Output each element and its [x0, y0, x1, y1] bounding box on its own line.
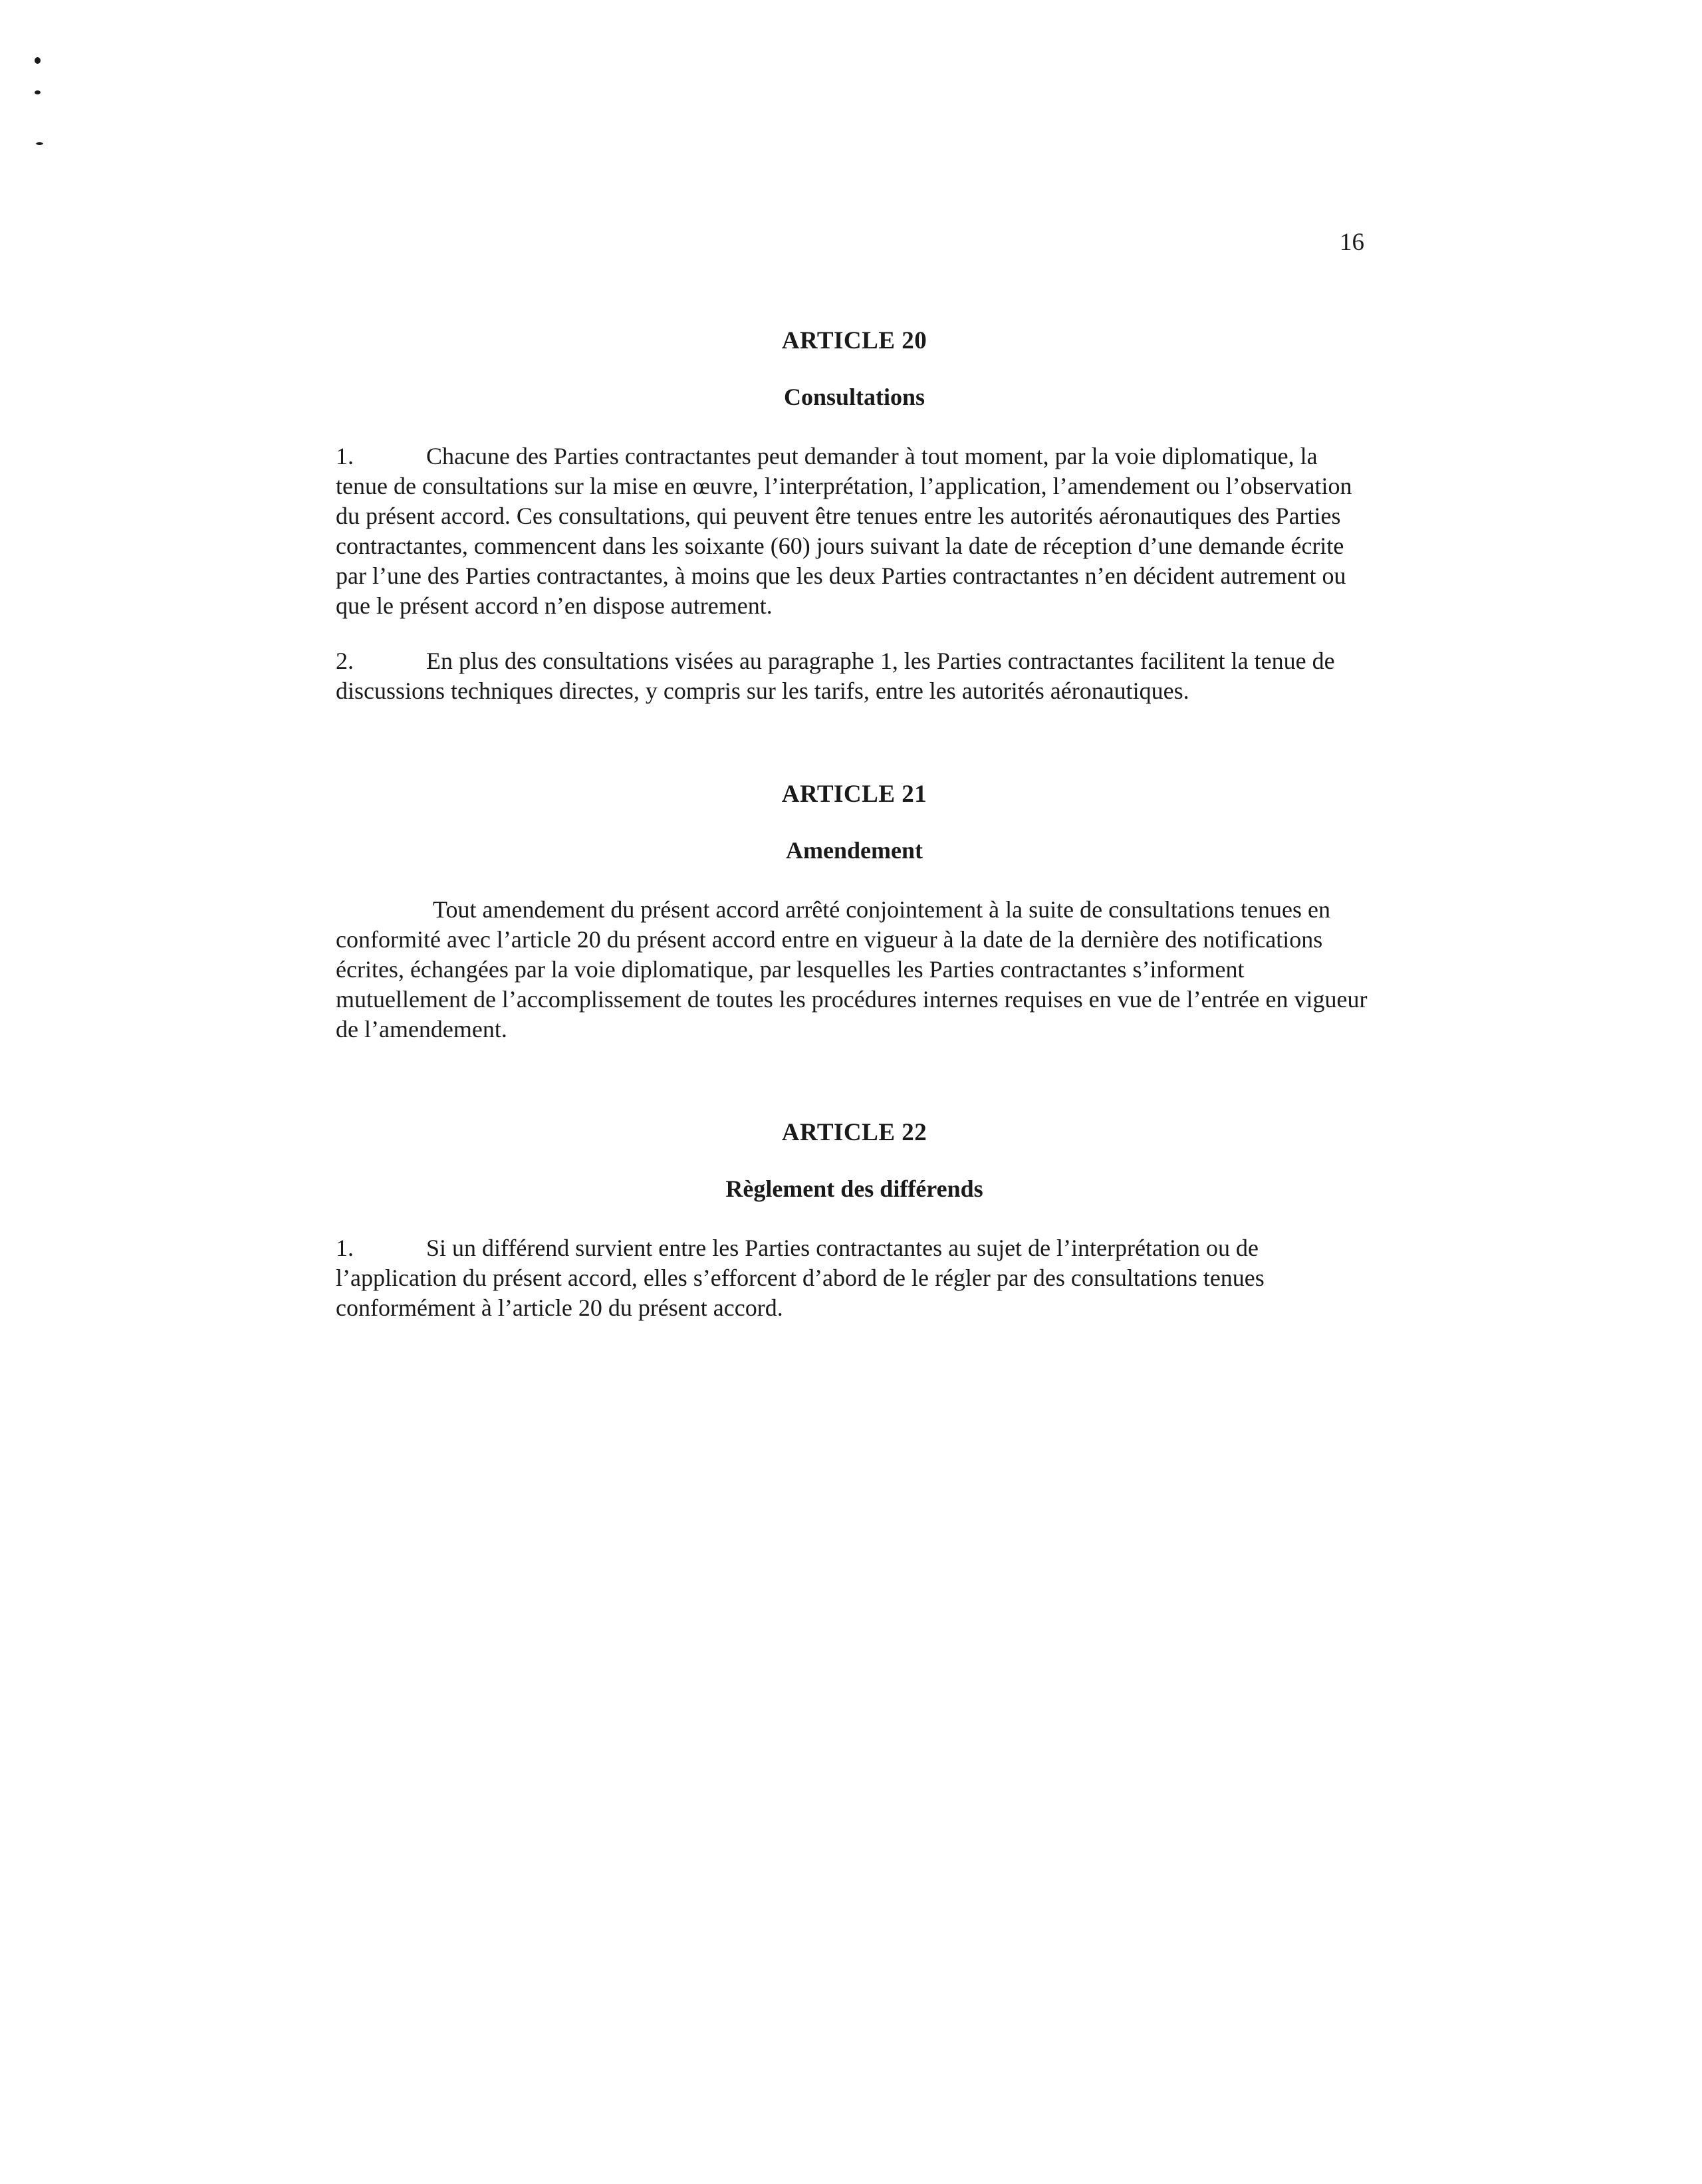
paragraph-text: Chacune des Parties contractantes peut demander à tout moment, par la voie diplomatique, la tenue de consultations sur la mise en œuvre, l’interprétation, l’application, l’amendement ou l’observation du présent accord. Ces consultations, qui peuvent être tenues entre les autorités aéronautiques des Parties contractantes, commencent dans les soixante (60) jours suivant la date de réception d’une demande écrite par l’une des Parties contractantes, à moins que les deux Parties contractantes n’en décident autrement ou que le présent accord n’en dispose autrement.: [336, 443, 1352, 619]
page-number: 16: [1340, 229, 1364, 256]
article-subtitle: Amendement: [786, 837, 923, 864]
paragraph: [336, 441, 1373, 621]
article-subtitle: Règlement des différends: [725, 1175, 983, 1202]
paragraph-number: 2.: [336, 648, 354, 674]
paragraph-number: 1.: [336, 443, 354, 469]
paragraph: [336, 1233, 1373, 1323]
article-subtitle: Consultations: [783, 384, 925, 410]
article-paragraphs: [336, 1233, 1373, 1323]
scan-mark: [35, 57, 41, 64]
paragraph: Tout amendement du présent accord arrêté conjointement à la suite de consultations tenues en conformité avec l’article 20 du présent accord entre en vigueur à la date de la dernière des notifications écrites, échangées par la voie diplomatique, par lesquelles les Parties contractantes s’informent mutuellement de l’accomplissement de toutes les procédures internes requises en vue de l’entrée en vigueur de l’amendement.: [336, 896, 1368, 1042]
article-paragraphs: [336, 895, 1373, 1044]
article-heading: ARTICLE 20: [781, 327, 927, 354]
document-body: [336, 326, 1373, 1348]
paragraph-number: 1.: [336, 1235, 354, 1261]
scan-mark: [36, 142, 43, 145]
article-heading: ARTICLE 22: [781, 1119, 927, 1146]
article-paragraphs: [336, 441, 1373, 706]
article-22: [336, 1118, 1373, 1323]
article-heading: ARTICLE 21: [781, 781, 927, 808]
scan-mark: [35, 90, 41, 94]
article-20: [336, 326, 1373, 706]
paragraph-text: Si un différend survient entre les Parties contractantes au sujet de l’interprétation ou de l’application du présent accord, elles s’efforcent d’abord de le régler par des consultations tenues conformément à l’article 20 du présent accord.: [336, 1235, 1265, 1321]
article-21: [336, 779, 1373, 1044]
paragraph-text: En plus des consultations visées au paragraphe 1, les Parties contractantes facilitent la tenue de discussions techniques directes, y compris sur les tarifs, entre les autorités aéronautiques.: [336, 648, 1335, 704]
paragraph: [336, 646, 1373, 706]
